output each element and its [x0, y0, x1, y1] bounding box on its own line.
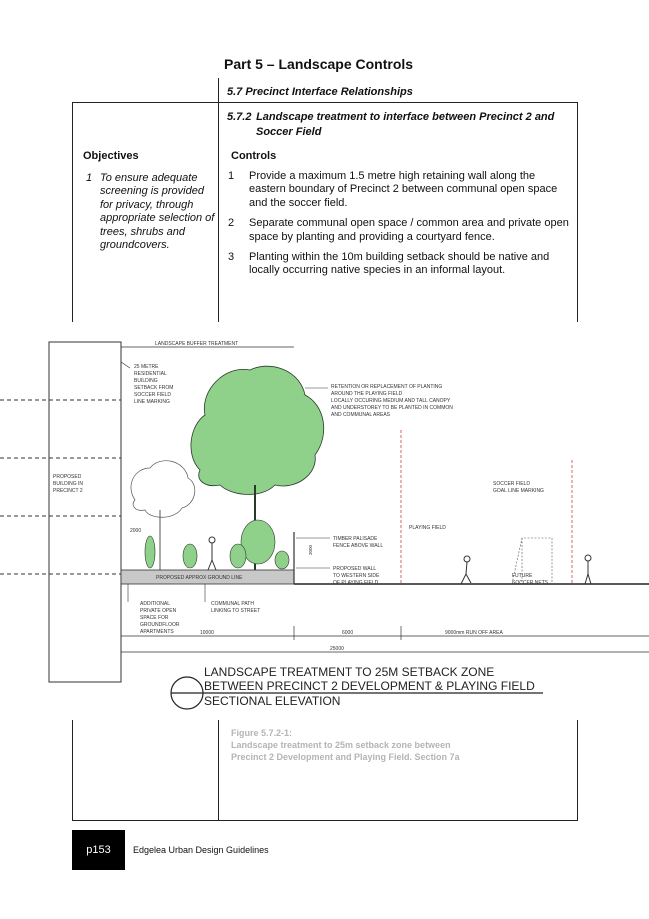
- setback-label-2: RESIDENTIAL: [134, 371, 167, 377]
- item-text: To ensure adequate screening is provided for privacy, through appropriate selection of trees, shrubs and groundcovers.: [100, 172, 215, 252]
- wall-label-1: PROPOSED WALL: [333, 566, 377, 572]
- wall-label-3: OF PLAYING FIELD: [333, 580, 379, 586]
- section-title: 5.7 Precinct Interface Relationships: [227, 86, 413, 98]
- subsection-number: 5.7.2: [227, 111, 252, 123]
- nets-label-2: SOCCER NETS: [512, 580, 549, 586]
- controls-heading: Controls: [231, 150, 277, 162]
- sectional-elevation-figure: [0, 320, 649, 720]
- caption-line2: Landscape treatment to 25m setback zone between: [231, 740, 451, 750]
- playing-field-label: PLAYING FIELD: [409, 525, 446, 531]
- objectives-heading: Objectives: [83, 150, 139, 162]
- buffer-label: LANDSCAPE BUFFER TREATMENT: [155, 341, 239, 347]
- nets-label-1: FUTURE: [512, 573, 533, 579]
- caption-line1: Figure 5.7.2-1:: [231, 728, 293, 738]
- figure-caption: [231, 727, 460, 763]
- item-text: Provide a maximum 1.5 metre high retaining wall along the eastern boundary of Precinct 2 between communal open space and the soccer field.: [249, 170, 558, 209]
- figure-title-line2: BETWEEN PRECINCT 2 DEVELOPMENT & PLAYING FIELD: [204, 679, 535, 693]
- subsection-title-line2: Soccer Field: [256, 126, 322, 138]
- item-text: Planting within the 10m building setback should be native and locally occurring native species in an informal layout.: [249, 251, 550, 277]
- table-top-border: [72, 102, 578, 103]
- controls-list: [228, 170, 573, 285]
- table-left-border: [72, 102, 73, 322]
- table-right-border: [577, 102, 578, 322]
- page-title: Part 5 – Landscape Controls: [224, 56, 414, 72]
- private-label-4: GROUNDFLOOR: [140, 622, 180, 628]
- ground-label: PROPOSED APPROX GROUND LINE: [156, 575, 243, 581]
- retention-label-1: RETENTION OR REPLACEMENT OF PLANTING: [331, 384, 443, 390]
- list-item: [228, 217, 573, 244]
- setback-label-4: SETBACK FROM: [134, 385, 174, 391]
- goal-label-1: SOCCER FIELD: [493, 481, 530, 487]
- building-outline: [49, 342, 121, 682]
- private-label-1: ADDITIONAL: [140, 601, 171, 607]
- footer-title: Edgelea Urban Design Guidelines: [133, 845, 269, 855]
- list-item: [86, 172, 216, 252]
- list-item: [228, 170, 573, 210]
- retention-label-2: AROUND THE PLAYING FIELD: [331, 391, 403, 397]
- item-number: 1: [228, 170, 235, 182]
- setback-label-5: SOCCER FIELD: [134, 392, 171, 398]
- item-number: 3: [228, 251, 235, 264]
- building-label-1: PROPOSED: [53, 474, 82, 480]
- floor-lines: [0, 400, 121, 574]
- caption-line3: Precinct 2 Development and Playing Field. Section 7a: [231, 752, 460, 762]
- wall-label-2: TO WESTERN SIDE: [333, 573, 380, 579]
- subsection-title: [227, 110, 567, 140]
- table-right-border: [577, 720, 578, 821]
- dim-3000: 3000: [308, 544, 313, 555]
- path-label-2: LINKING TO STREET: [211, 608, 261, 614]
- dim-runoff: 9000mm RUN OFF AREA: [445, 630, 503, 636]
- private-label-5: APARTMENTS: [140, 629, 174, 635]
- setback-label-6: LINE MARKING: [134, 399, 170, 405]
- goalkeeper-figure: [585, 555, 591, 584]
- building-label-3: PRECINCT 2: [53, 488, 83, 494]
- dim-25000: 25000: [330, 646, 344, 652]
- subsection-title-line1: Landscape treatment to interface between Precinct 2 and: [256, 111, 555, 123]
- fence-label-1: TIMBER PALISADE: [333, 536, 378, 542]
- goal-label-2: GOAL LINE MARKING: [493, 488, 544, 494]
- private-label-3: SPACE FOR: [140, 615, 169, 621]
- leader-line: [121, 362, 130, 368]
- dim-6000: 6000: [342, 630, 354, 636]
- table-bottom-border: [72, 820, 578, 821]
- person-figure: [208, 537, 216, 570]
- retention-label-3: LOCALLY OCCURING MEDIUM AND TALL CANOPY: [331, 398, 451, 404]
- retention-label-4: AND UNDERSTOREY TO BE PLANTED IN COMMON: [331, 405, 453, 411]
- retention-label-5: AND COMMUNAL AREAS: [331, 412, 390, 418]
- fence-label-2: FENCE ABOVE WALL: [333, 543, 384, 549]
- figure-title-line3: SECTIONAL ELEVATION: [204, 694, 341, 708]
- table-column-divider: [218, 102, 219, 322]
- private-label-2: PRIVATE OPEN: [140, 608, 177, 614]
- table-left-border: [72, 720, 73, 821]
- item-number: 1: [86, 172, 93, 184]
- shrubs: [145, 520, 289, 569]
- setback-label-1: 25 METRE: [134, 364, 159, 370]
- setback-label-3: BUILDING: [134, 378, 158, 384]
- figure-title-line1: LANDSCAPE TREATMENT TO 25M SETBACK ZONE: [204, 665, 495, 679]
- building-label-2: BUILDING IN: [53, 481, 84, 487]
- item-number: 2: [228, 217, 235, 230]
- dim-10000: 10000: [200, 630, 214, 636]
- objectives-list: [86, 172, 216, 252]
- table-column-divider: [218, 720, 219, 821]
- list-item: [228, 251, 573, 278]
- path-label-1: COMMUNAL PATH: [211, 601, 254, 607]
- item-text: Separate communal open space / common area and private open space by planting and providing a courtyard fence.: [249, 217, 569, 243]
- dim-2000: 2000: [130, 528, 142, 534]
- divider: [218, 78, 219, 103]
- page-number: p153: [72, 830, 125, 870]
- player-figure: [461, 556, 471, 584]
